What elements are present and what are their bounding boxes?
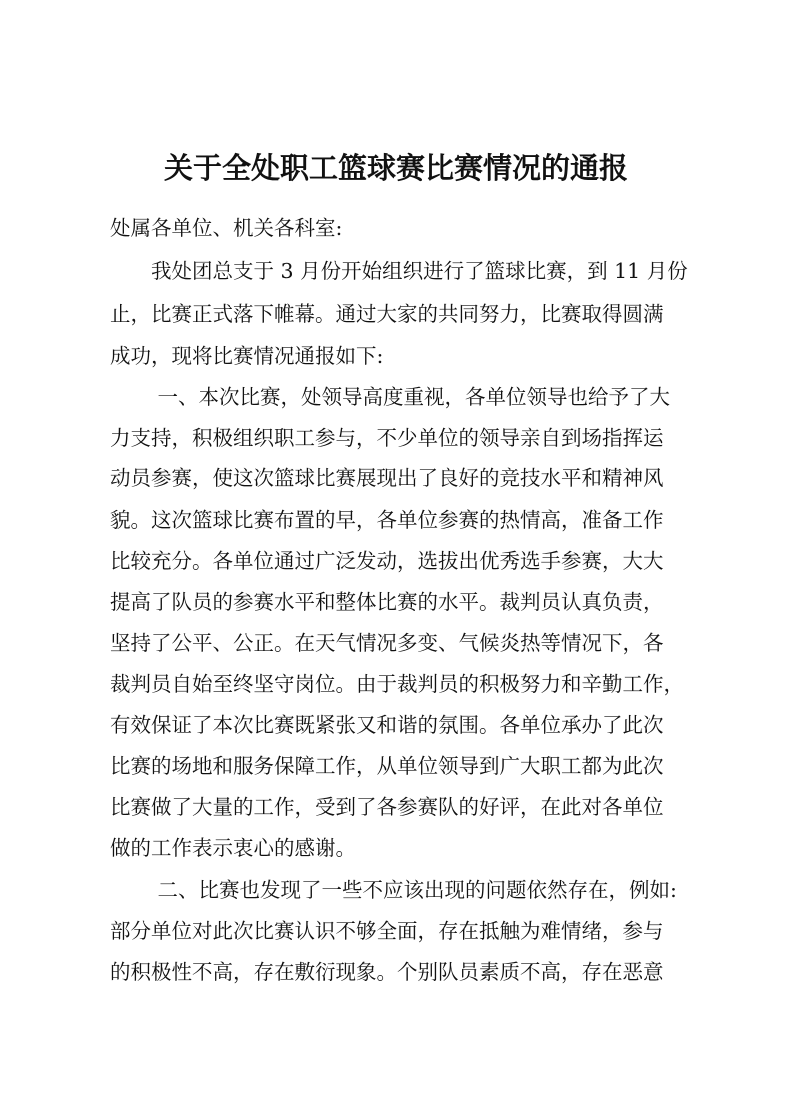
text-line-9: 比较充分。各单位通过广泛发动，选拔出优秀选手参赛，大大 (110, 549, 664, 573)
text-line-10: 提高了队员的参赛水平和整体比赛的水平。裁判员认真负责， (110, 590, 664, 614)
text-line-17: 二、比赛也发现了一些不应该出现的问题依然存在，例如: (110, 878, 677, 902)
text-line-15: 比赛做了大量的工作，受到了各参赛队的好评，在此对各单位 (110, 795, 664, 819)
text-line-6: 力支持，积极组织职工参与，不少单位的领导亲自到场指挥运 (110, 426, 664, 450)
text-line-1: 处属各单位、机关各科室: (110, 216, 343, 240)
text-line-7: 动员参赛，使这次篮球比赛展现出了良好的竞技水平和精神风 (110, 466, 664, 490)
text-line-8: 貌。这次篮球比赛布置的早，各单位参赛的热情高，准备工作 (110, 508, 664, 532)
text-line-14: 比赛的场地和服务保障工作，从单位领导到广大职工都为此次 (110, 754, 664, 778)
text-line-19: 的积极性不高，存在敷衍现象。个别队员素质不高，存在恶意 (110, 960, 664, 984)
text-line-13: 有效保证了本次比赛既紧张又和谐的氛围。各单位承办了此次 (110, 713, 664, 737)
text-line-18: 部分单位对此次比赛认识不够全面，存在抵触为难情绪，参与 (110, 919, 664, 943)
text-line-5: 一、本次比赛，处领导高度重视，各单位领导也给予了大 (110, 385, 671, 409)
text-line-2: 我处团总支于 3 月份开始组织进行了篮球比赛，到 11 月份 (110, 259, 688, 283)
text-line-11: 坚持了公平、公正。在天气情况多变、气候炎热等情况下，各 (110, 631, 664, 655)
text-line-4: 成功，现将比赛情况通报如下: (110, 344, 384, 368)
text-line-16: 做的工作表示衷心的感谢。 (110, 836, 356, 860)
document-title: 关于全处职工篮球赛比赛情况的通报 (163, 151, 628, 185)
text-line-3: 止，比赛正式落下帷幕。通过大家的共同努力，比赛取得圆满 (110, 302, 664, 326)
text-line-12: 裁判员自始至终坚守岗位。由于裁判员的积极努力和辛勤工作， (110, 672, 684, 696)
